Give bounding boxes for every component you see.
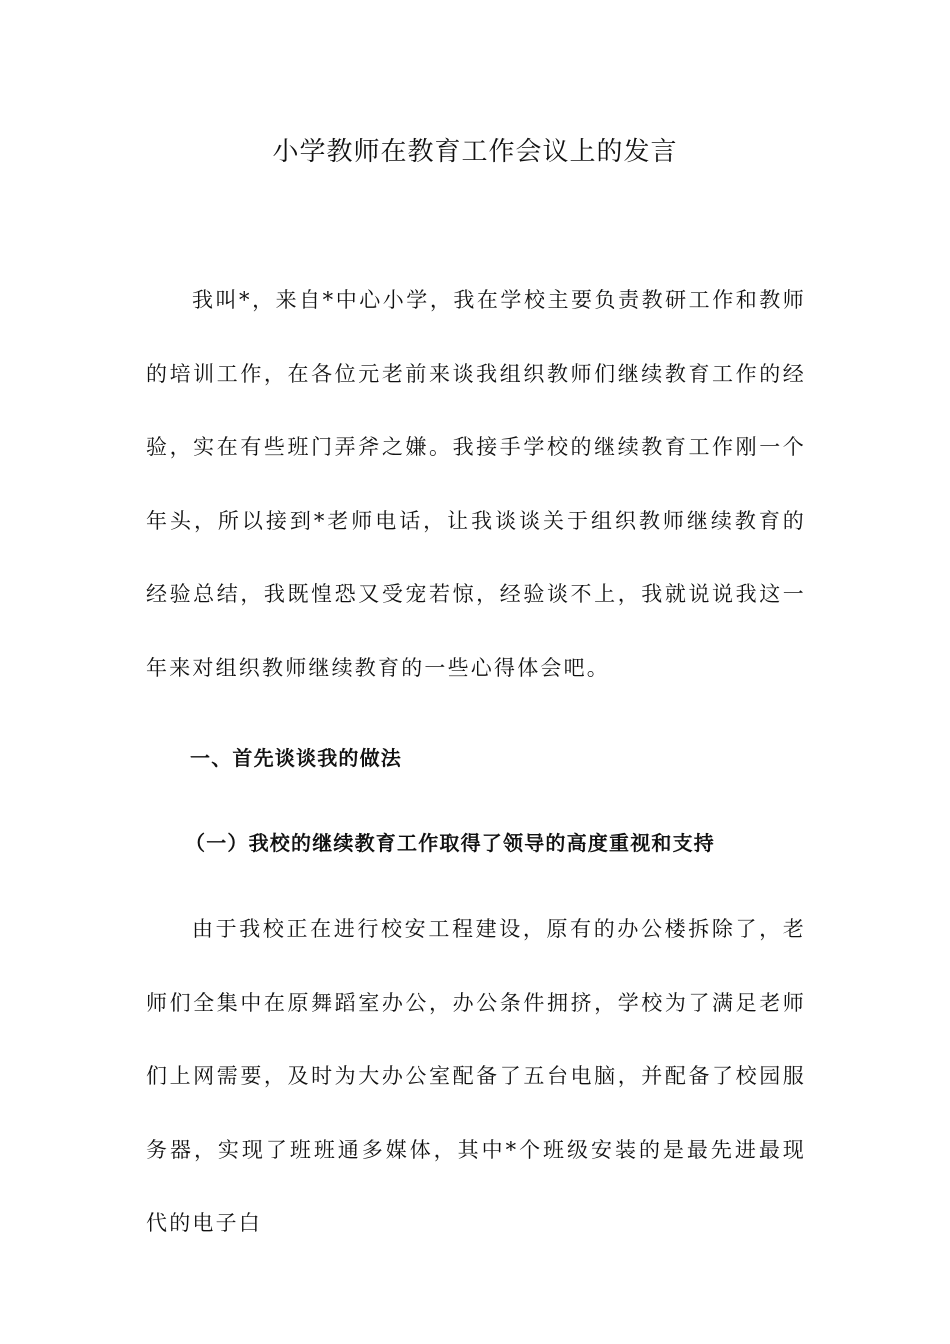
document-title: 小学教师在教育工作会议上的发言 <box>272 137 678 167</box>
subsection-heading-1: （一）我校的继续教育工作取得了领导的高度重视和支持 <box>185 831 715 855</box>
section-heading-1: 一、首先谈谈我的做法 <box>190 746 402 770</box>
intro-paragraph: 我叫*，来自*中心小学，我在学校主要负责教研工作和教师的培训工作，在各位元老前来谈我组织教师们继续教育工作的经验，实在有些班门弄斧之嫌。我接手学校的继续教育工作刚一个年头，所以接到*老师电话，让我谈谈关于组织教师继续教育的经验总结，我既惶恐又受宠若惊，经验谈不上，我就说说我这一年来对组织教师继续教育的一些心得体会吧。 <box>146 288 806 680</box>
body-paragraph-2: 由于我校正在进行校安工程建设，原有的办公楼拆除了，老师们全集中在原舞蹈室办公，办公条件拥挤，学校为了满足老师们上网需要，及时为大办公室配备了五台电脑，并配备了校园服务器，实现了班班通多媒体，其中*个班级安装的是最先进最现代的电子白 <box>146 917 806 1235</box>
